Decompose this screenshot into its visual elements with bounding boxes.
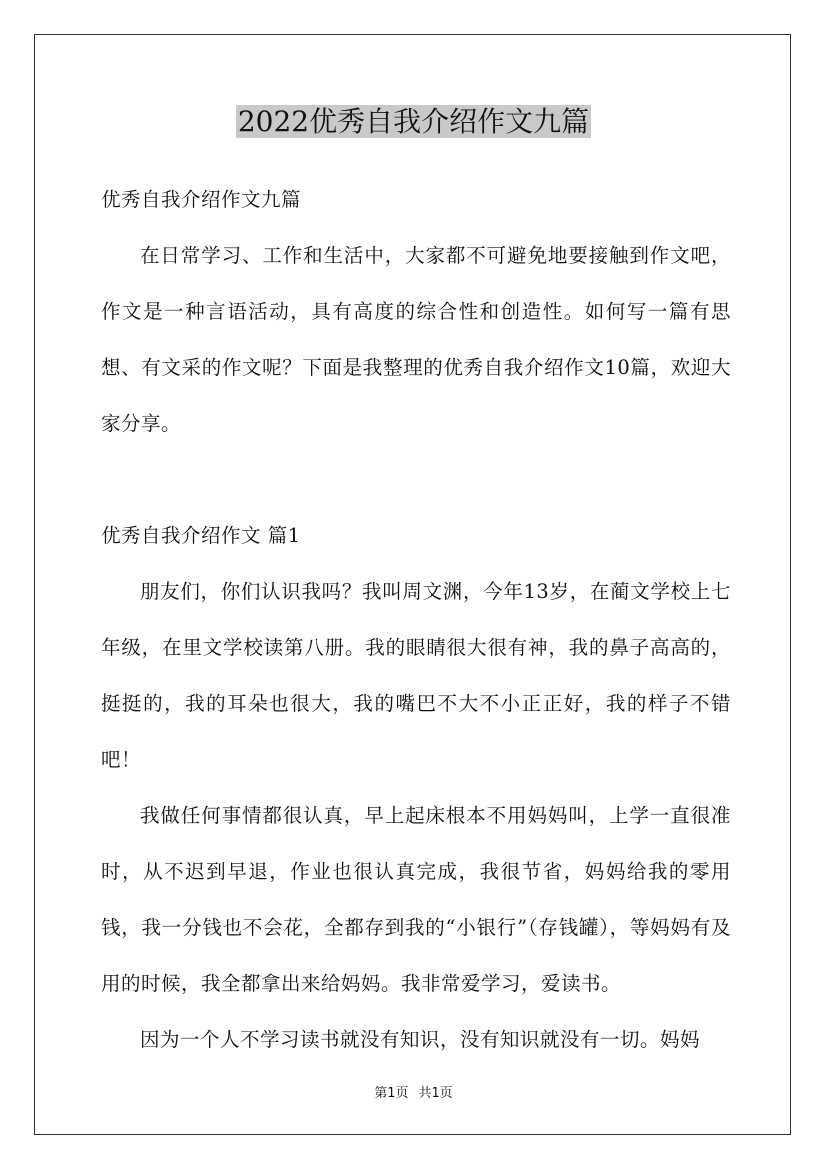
- section-heading: 优秀自我介绍作文 篇1: [101, 524, 301, 547]
- body-paragraph: 朋友们，你们认识我吗？我叫周文渊，今年13岁，在蔺文学校上七年级，在里文学校读第八册。我的眼睛很大很有神，我的鼻子高高的，挺挺的，我的耳朵也很大，我的嘴巴不大不小正正好，我的样子不错吧！: [101, 580, 731, 771]
- body-paragraph: 我做任何事情都很认真，早上起床根本不用妈妈叫，上学一直很准时，从不迟到早退，作业也很认真完成，我很节省，妈妈给我的零用钱，我一分钱也不会花，全都存到我的“小银行”（存钱罐），等妈妈有及用的时候，我全都拿出来给妈妈。我非常爱学习，爱读书。: [101, 804, 731, 995]
- document-title-text: 2022优秀自我介绍作文九篇: [237, 105, 590, 138]
- document-title: [0, 102, 827, 142]
- body-paragraph: 因为一个人不学习读书就没有知识，没有知识就没有一切。妈妈: [140, 1028, 701, 1051]
- intro-paragraph: 在日常学习、工作和生活中，大家都不可避免地要接触到作文吧，作文是一种言语活动，具有高度的综合性和创造性。如何写一篇有思想、有文采的作文呢？下面是我整理的优秀自我介绍作文10篇，欢迎大家分享。: [101, 244, 731, 435]
- page-footer: [0, 1082, 827, 1101]
- section-gap: [101, 452, 731, 508]
- page-number: 第1页: [374, 1086, 409, 1101]
- document-subtitle: 优秀自我介绍作文九篇: [101, 188, 302, 211]
- page-total: 共1页: [418, 1086, 453, 1101]
- document-body: [101, 172, 731, 1068]
